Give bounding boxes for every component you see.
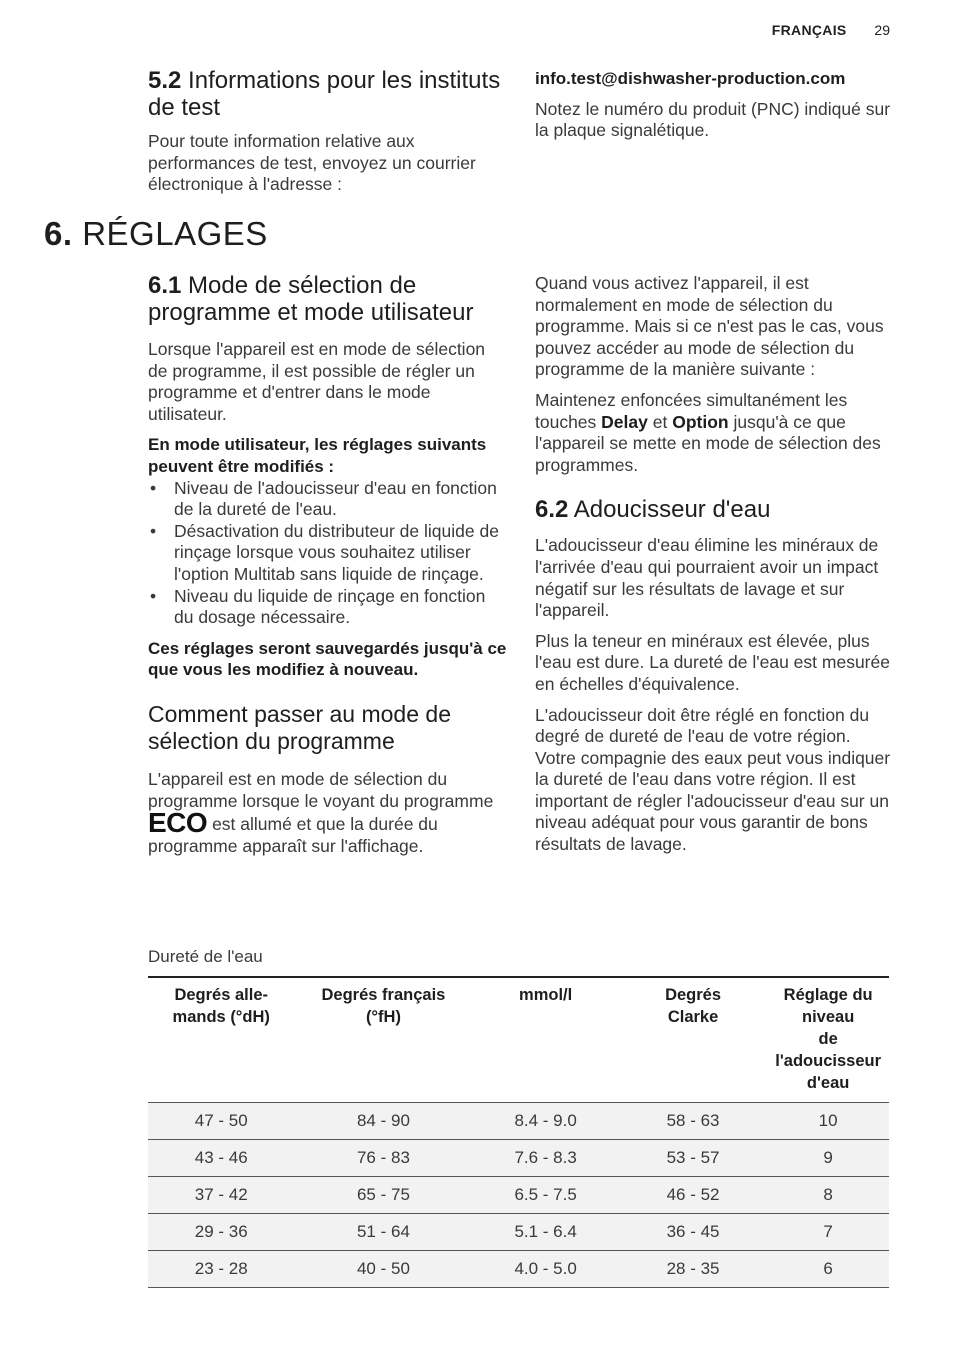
- section-6-2-title: Adoucisseur d'eau: [573, 496, 771, 524]
- column-header: Degrés Clarke: [665, 985, 722, 1026]
- column-header: Degrés français (°fH): [321, 985, 446, 1026]
- table-cell: 23 - 28: [148, 1250, 294, 1287]
- table-row: [148, 1176, 889, 1213]
- section-6-1-heading: [148, 272, 508, 326]
- section-6-2-heading: [535, 496, 895, 523]
- table-row: [148, 1102, 889, 1139]
- activation-paragraph: Quand vous activez l'appareil, il est normalement en mode de sélection du programme. Mais si ce n'est pas le cas, vous pouvez accéder au mode de sélection du programme de la manière suivante :: [535, 273, 884, 380]
- section-5-2-title: Informations pour les instituts de test: [148, 67, 501, 121]
- chapter-6-number: 6.: [44, 215, 73, 252]
- program-selection-subheading: Comment passer au mode de sélection du programme: [148, 700, 451, 754]
- table-cell: 28 - 35: [619, 1250, 767, 1287]
- right-column: [535, 273, 895, 856]
- section-6-1-intro: Lorsque l'appareil est en mode de sélection de programme, il est possible de régler un programme et d'entrer dans le mode utilisateur.: [148, 339, 486, 424]
- settings-saved-note: Ces réglages seront sauvegardés jusqu'à ce que vous les modifiez à nouveau.: [148, 638, 507, 680]
- table-cell: 4.0 - 5.0: [472, 1250, 618, 1287]
- table-cell: 36 - 45: [619, 1213, 767, 1250]
- section-5-2: [148, 67, 508, 196]
- table-row: [148, 1139, 889, 1176]
- table-cell: 43 - 46: [148, 1139, 294, 1176]
- user-mode-list-heading: En mode utilisateur, les réglages suivants peuvent être modifiés :: [148, 435, 487, 476]
- section-5-2-note: Notez le numéro du produit (PNC) indiqué sur la plaque signalétique.: [535, 98, 891, 141]
- table-cell: 53 - 57: [619, 1139, 767, 1176]
- table-cell: 7.6 - 8.3: [472, 1139, 618, 1176]
- list-item: • Niveau de l'adoucisseur d'eau en fonction de la dureté de l'eau.: [150, 477, 497, 520]
- column-header: Degrés alle- mands (°dH): [172, 985, 270, 1026]
- table-row: [148, 1250, 889, 1287]
- chapter-6-heading: [44, 215, 268, 253]
- table-cell: 9: [767, 1139, 889, 1176]
- table-cell: 6: [767, 1250, 889, 1287]
- table-cell: 5.1 - 6.4: [472, 1213, 618, 1250]
- table-cell: 46 - 52: [619, 1176, 767, 1213]
- water-hardness-table: [148, 976, 889, 1288]
- table-caption: Dureté de l'eau: [148, 947, 263, 966]
- table-cell: 76 - 83: [294, 1139, 472, 1176]
- table-row: [148, 1213, 889, 1250]
- page-number: 29: [874, 22, 890, 38]
- table-header-row: [148, 977, 889, 1103]
- table-cell: 65 - 75: [294, 1176, 472, 1213]
- key-combo-paragraph: Maintenez enfoncées simultanément les touches Delay et Option jusqu'à ce que l'appareil se mette en mode de sélection des programmes.: [535, 389, 881, 475]
- softener-paragraph-1: L'adoucisseur d'eau élimine les minéraux de l'arrivée d'eau qui pourraient avoir un impact négatif sur les résultats de lavage et sur l'appareil.: [535, 535, 879, 621]
- table-cell: 84 - 90: [294, 1102, 472, 1139]
- water-hardness-section: [148, 946, 889, 1288]
- section-6-1-number: 6.1: [148, 272, 182, 299]
- softener-paragraph-2: Plus la teneur en minéraux est élevée, plus l'eau est dure. La dureté de l'eau est mesurée en échelles d'équivalence.: [535, 630, 890, 694]
- section-5-2-body: Pour toute information relative aux performances de test, envoyez un courrier électronique à l'adresse :: [148, 131, 476, 195]
- header-language: FRANÇAIS: [771, 22, 847, 38]
- table-cell: 58 - 63: [619, 1102, 767, 1139]
- column-header: Réglage du niveau de l'adoucisseur d'eau: [775, 985, 881, 1092]
- table-cell: 10: [767, 1102, 889, 1139]
- page-header: [772, 22, 890, 38]
- list-item: • Désactivation du distributeur de liquide de rinçage lorsque vous souhaitez utiliser l'option Multitab sans liquide de rinçage.: [150, 520, 499, 584]
- table-cell: 8.4 - 9.0: [472, 1102, 618, 1139]
- user-mode-settings-list: [148, 478, 508, 629]
- section-5-2-number: 5.2: [148, 67, 182, 94]
- option-key: Option: [672, 411, 729, 432]
- column-header: mmol/l: [519, 985, 573, 1004]
- section-6-2-number: 6.2: [535, 496, 569, 524]
- test-email-link[interactable]: info.test@dishwasher-production.com: [535, 69, 846, 88]
- eco-icon: ECO: [148, 807, 208, 839]
- softener-paragraph-3: L'adoucisseur doit être réglé en fonction du degré de dureté de l'eau de votre région. Votre compagnie des eaux peut vous indiquer la dureté de l'eau dans votre région. Il est important de régler l'adoucisseur d'eau sur un niveau adéquat pour vous garantir de bons résultats de lavage.: [535, 704, 891, 855]
- table-cell: 47 - 50: [148, 1102, 294, 1139]
- program-selection-body: L'appareil est en mode de sélection du programme lorsque le voyant du programme ECO est allumé et que la durée du programme apparaît sur l'affichage.: [148, 768, 494, 856]
- table-cell: 51 - 64: [294, 1213, 472, 1250]
- section-5-2-heading: [148, 67, 508, 121]
- table-cell: 6.5 - 7.5: [472, 1176, 618, 1213]
- chapter-6-title: RÉGLAGES: [82, 215, 268, 252]
- table-cell: 8: [767, 1176, 889, 1213]
- section-6-1: [148, 272, 508, 857]
- table-cell: 7: [767, 1213, 889, 1250]
- table-cell: 29 - 36: [148, 1213, 294, 1250]
- section-5-2-contact: [535, 68, 895, 142]
- section-6-1-title: Mode de sélection de programme et mode utilisateur: [148, 272, 474, 326]
- list-item: • Niveau du liquide de rinçage en fonction du dosage nécessaire.: [150, 585, 486, 628]
- delay-key: Delay: [601, 411, 648, 432]
- table-cell: 40 - 50: [294, 1250, 472, 1287]
- table-cell: 37 - 42: [148, 1176, 294, 1213]
